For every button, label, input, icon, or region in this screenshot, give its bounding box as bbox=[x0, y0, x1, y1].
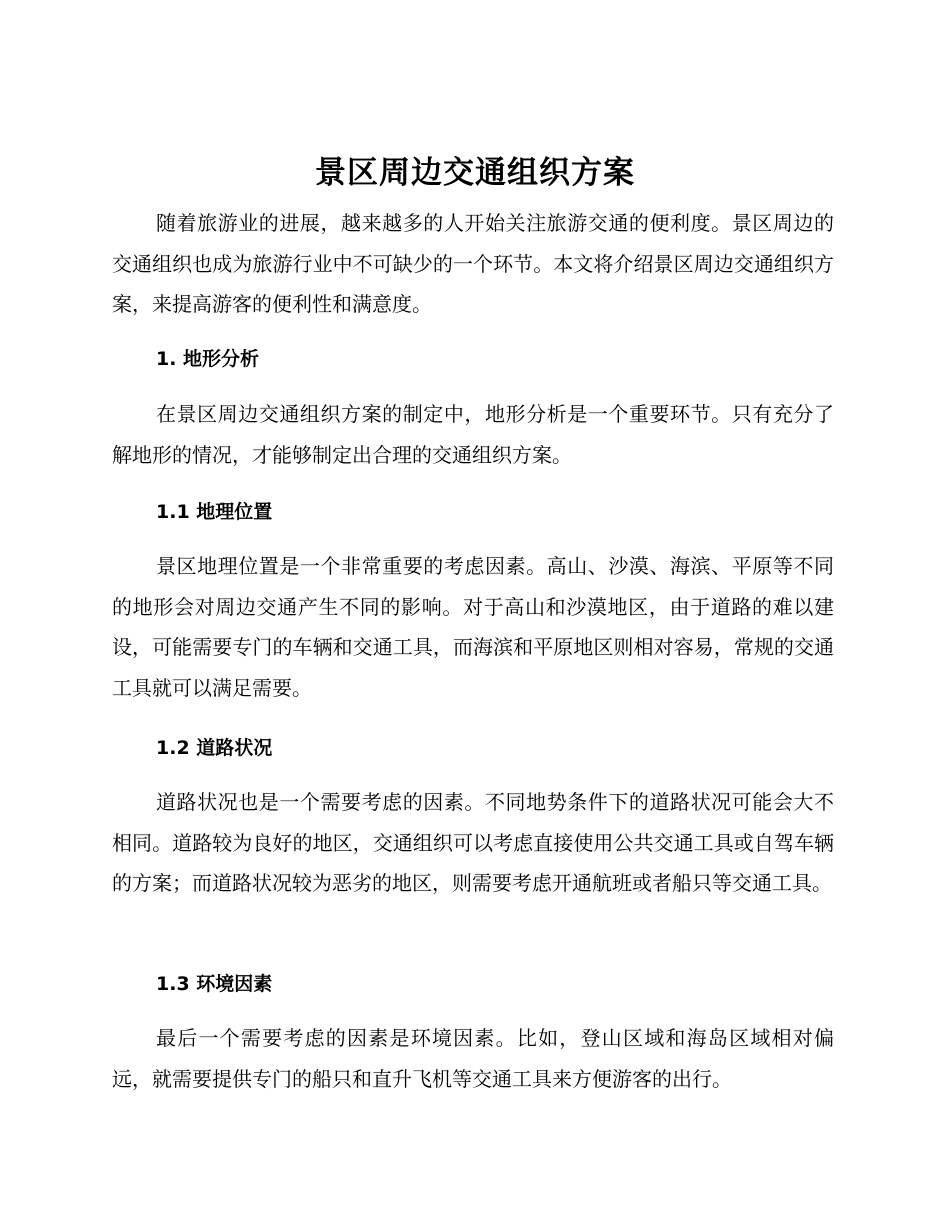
section-body-environmental-factors: 最后一个需要考虑的因素是环境因素。比如，登山区域和海岛区域相对偏远，就需要提供专门的船只和直升飞机等交通工具来方便游客的出行。 bbox=[112, 1026, 834, 1091]
section-heading-environmental-factors: 1.3 环境因素 bbox=[156, 973, 273, 995]
section-heading-geographic-location: 1.1 地理位置 bbox=[156, 501, 273, 523]
section-heading-road-conditions: 1.2 道路状况 bbox=[156, 737, 273, 759]
section-body-road-conditions: 道路状况也是一个需要考虑的因素。不同地势条件下的道路状况可能会大不相同。道路较为良好的地区，交通组织可以考虑直接使用公共交通工具或自驾车辆的方案；而道路状况较为恶劣的地区，则需要考虑开通航班或者船只等交通工具。 bbox=[112, 790, 834, 895]
intro-paragraph: 随着旅游业的进展，越来越多的人开始关注旅游交通的便利度。景区周边的交通组织也成为旅游行业中不可缺少的一个环节。本文将介绍景区周边交通组织方案，来提高游客的便利性和满意度。 bbox=[112, 211, 834, 316]
section-body-geographic-location: 景区地理位置是一个非常重要的考虑因素。高山、沙漠、海滨、平原等不同的地形会对周边交通产生不同的影响。对于高山和沙漠地区，由于道路的难以建设，可能需要专门的车辆和交通工具，而海滨和平原地区则相对容易，常规的交通工具就可以满足需要。 bbox=[112, 554, 834, 700]
section-heading-terrain-analysis: 1. 地形分析 bbox=[156, 348, 260, 370]
document-title: 景区周边交通组织方案 bbox=[315, 155, 635, 191]
section-body-terrain-analysis: 在景区周边交通组织方案的制定中，地形分析是一个重要环节。只有充分了解地形的情况，才能够制定出合理的交通组织方案。 bbox=[112, 402, 834, 467]
